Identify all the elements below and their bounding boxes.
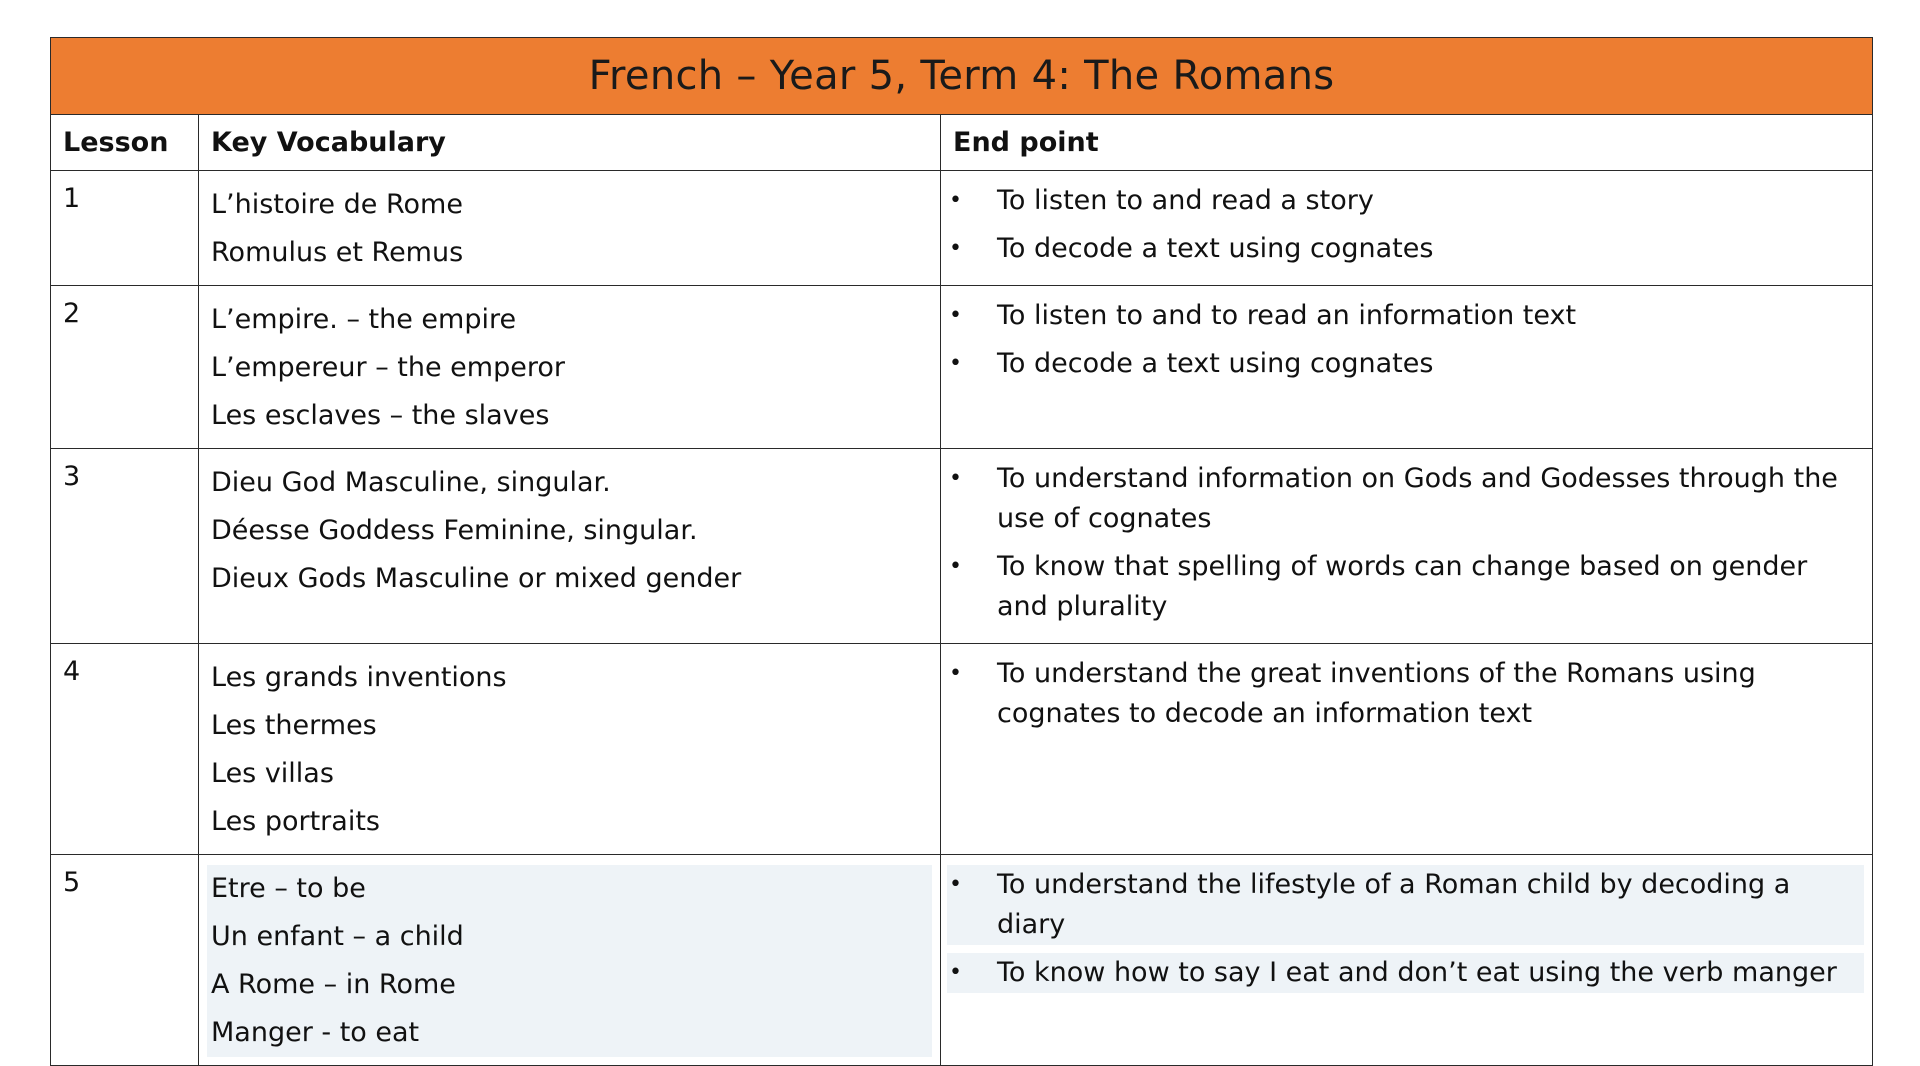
vocab-item: Les villas	[211, 758, 334, 789]
vocab-item: Les portraits	[211, 806, 380, 837]
endpoint-item: • To understand information on Gods and Godesses through the use of cognates	[947, 459, 1864, 539]
highlighted-vocab-block	[207, 865, 932, 1057]
endpoint-item: • To decode a text using cognates	[947, 229, 1864, 269]
vocab-cell	[199, 449, 941, 644]
lesson-header: Lesson	[51, 115, 199, 171]
endpoint-cell	[941, 286, 1873, 449]
table-row	[51, 286, 1873, 449]
curriculum-table	[50, 37, 1873, 1066]
page-title: French – Year 5, Term 4: The Romans	[51, 38, 1873, 115]
lesson-number: 4	[51, 644, 199, 855]
endpoint-item: • To know that spelling of words can change based on gender and plurality	[947, 547, 1864, 627]
endpoint-item: • To decode a text using cognates	[947, 344, 1864, 384]
bullet-icon: •	[949, 960, 962, 985]
endpoint-cell	[941, 449, 1873, 644]
endpoint-cell	[941, 171, 1873, 286]
bullet-icon: •	[949, 554, 962, 579]
bullet-icon: •	[949, 661, 962, 686]
table-row	[51, 855, 1873, 1066]
endpoint-header: End point	[941, 115, 1873, 171]
endpoint-item: • To know how to say I eat and don’t eat using the verb manger	[947, 953, 1864, 993]
table-row	[51, 171, 1873, 286]
bullet-icon: •	[949, 872, 962, 897]
vocab-cell	[199, 286, 941, 449]
table-row	[51, 644, 1873, 855]
header-row	[51, 115, 1873, 171]
vocab-item: Dieux Gods Masculine or mixed gender	[211, 563, 742, 594]
endpoint-item: • To listen to and read a story	[947, 181, 1864, 221]
endpoint-item: • To listen to and to read an information text	[947, 296, 1864, 336]
vocab-item: Un enfant – a child	[211, 921, 464, 952]
bullet-icon: •	[949, 188, 962, 213]
endpoint-item: • To understand the great inventions of the Romans using cognates to decode an information text	[947, 654, 1864, 734]
vocab-item: Dieu God Masculine, singular.	[211, 467, 611, 498]
endpoint-cell	[941, 855, 1873, 1066]
lesson-number: 1	[51, 171, 199, 286]
vocab-item: Etre – to be	[211, 873, 366, 904]
vocab-item: A Rome – in Rome	[211, 969, 456, 1000]
bullet-icon: •	[949, 236, 962, 261]
vocab-item: Déesse Goddess Feminine, singular.	[211, 515, 698, 546]
lesson-number: 3	[51, 449, 199, 644]
vocab-cell	[199, 171, 941, 286]
vocab-item: L’empereur – the emperor	[211, 352, 565, 383]
bullet-icon: •	[949, 351, 962, 376]
endpoint-item: • To understand the lifestyle of a Roman child by decoding a diary	[947, 865, 1864, 945]
vocab-item: Les thermes	[211, 710, 377, 741]
vocab-item: Manger - to eat	[211, 1017, 420, 1048]
table-row	[51, 449, 1873, 644]
vocab-item: Les grands inventions	[211, 662, 507, 693]
lesson-number: 5	[51, 855, 199, 1066]
bullet-icon: •	[949, 466, 962, 491]
title-row	[51, 38, 1873, 115]
vocab-cell	[199, 855, 941, 1066]
lesson-number: 2	[51, 286, 199, 449]
vocab-cell	[199, 644, 941, 855]
vocab-item: L’histoire de Rome	[211, 189, 463, 220]
vocab-item: Romulus et Remus	[211, 237, 464, 268]
endpoint-cell	[941, 644, 1873, 855]
vocab-item: Les esclaves – the slaves	[211, 400, 550, 431]
bullet-icon: •	[949, 303, 962, 328]
vocab-item: L’empire. – the empire	[211, 304, 517, 335]
vocab-header: Key Vocabulary	[199, 115, 941, 171]
